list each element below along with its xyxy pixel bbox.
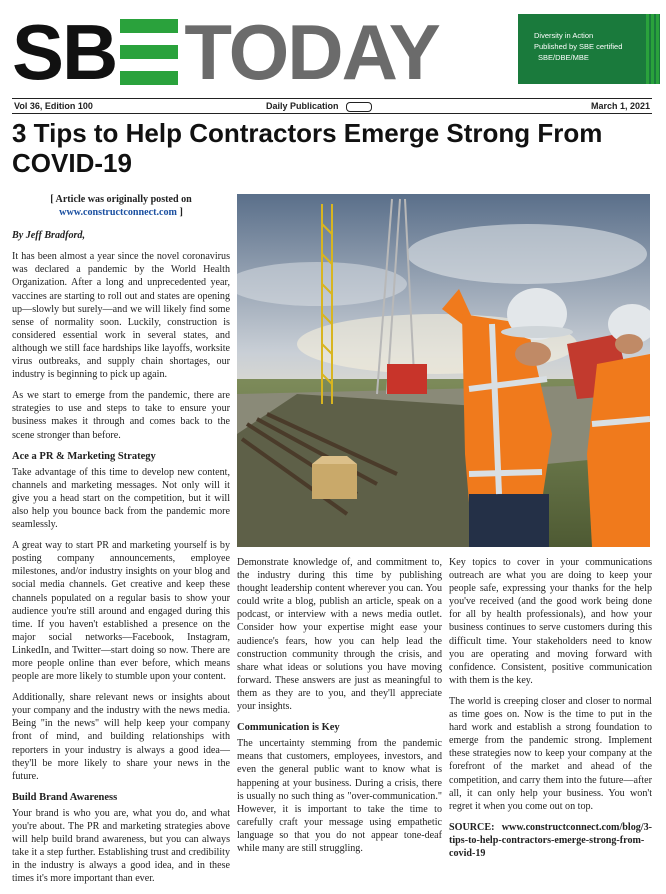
paragraph: The uncertainty stemming from the pandemic means that customers, employees, investors, and even the general public want to know what is happening at your business. During a crisis, there is usually no such thing as "over-communication." However, it is important to take the time to carefully craft your message using empathetic language so that you do not appear tone-deaf while many are still struggling. bbox=[237, 738, 442, 854]
tagline-line-1: Diversity in Action bbox=[534, 31, 594, 40]
volume-edition: Vol 36, Edition 100 bbox=[14, 101, 93, 111]
tagline-box bbox=[518, 14, 660, 84]
source-label: SOURCE: bbox=[449, 821, 495, 833]
logo-sb: SB bbox=[12, 8, 117, 96]
section-heading-pr: Ace a PR & Marketing Strategy bbox=[12, 450, 156, 462]
paragraph: Take advantage of this time to develop new content, channels and marketing messages. Not only will it give you a head start on the competition, but it will also help you bounce back from the pandemic more seamlessly. bbox=[12, 466, 230, 531]
paragraph: Your brand is who you are, what you do, and what you're about. The PR and marketing strategies above will help build brand awareness, but you can always take it a step further. Establishing trust and credibility in the industry is always a good idea, and in these times it's more important than ever. bbox=[12, 807, 230, 885]
paragraph: A great way to start PR and marketing yourself is by posting company announcements, employee milestones, and/or industry insights on your blog and social media channels. Get creative and keep these channels populated on a regular basis to show your audience you're still around and engaged during this time. If you haven't established a presence on the major social networks—Facebook, Instagram, LinkedIn, and Twitter—start doing so now. There are more people online than ever before, which means people are more likely to stumble upon your content. bbox=[12, 540, 230, 683]
paragraph: Additionally, share relevant news or insights about your company and the industry with the news media. Being "in the news" will help keep your company front of mind, and building relationships with reporters in your industry is always a good idea—they'll be more likely to share your news in the future. bbox=[12, 692, 230, 782]
edition-bar bbox=[12, 98, 652, 114]
source-url[interactable]: www.constructconnect.com/blog/3-tips-to-help-contractors-emerge-strong-from-covid-19 bbox=[449, 821, 652, 859]
logo-today: TODAY bbox=[184, 8, 439, 96]
column-2 bbox=[237, 556, 442, 863]
origin-prefix: [ Article was originally posted on bbox=[50, 194, 192, 205]
paragraph: Demonstrate knowledge of, and commitment to, the industry during this time by publishing thought leadership content wherever you can. You could write a blog, publish an article, speak on a podcast, or interview with a news media outlet. Consider how your expertise might ease your audience's fears, how you can help lead the construction community through the crisis, and share what ideas or solutions you have moving forward. These answers are just as meaningful to them as they are to you, and they'll appreciate your insights. bbox=[237, 557, 442, 713]
tagline-line-2: Published by SBE certified bbox=[534, 42, 623, 51]
sbe-today-logo bbox=[12, 8, 439, 96]
origin-note bbox=[12, 193, 230, 219]
paragraph: The world is creeping closer and closer to normal as time goes on. Now is the time to put in the hard work and establish a strong foundation to emerge from the pandemic strong. Implement these strategies now to keep your company at the forefront of the market and ahead of the competition, and carry them into the future—after all, it can only help your business. You won't regret it when you come out on top. bbox=[449, 695, 652, 812]
paragraph: As we start to emerge from the pandemic, there are strategies to use and steps to take to ensure your business makes it through and comes back to the scene stronger than before. bbox=[12, 390, 230, 441]
column-3 bbox=[449, 556, 652, 868]
paragraph: Key topics to cover in your communications outreach are what you are doing to keep your people safe, expressing your thanks for the help you've received (and the good work being done for all by health professionals), and how your business continues to serve customers during this difficult time. Your stakeholders need to know you are operating and moving forward with confidence. Consistent, positive communication with them is the key. bbox=[449, 557, 652, 686]
section-heading-brand: Build Brand Awareness bbox=[12, 791, 118, 803]
origin-suffix: ] bbox=[179, 207, 183, 219]
byline: By Jeff Bradford, bbox=[12, 230, 85, 242]
source-citation bbox=[449, 821, 652, 860]
column-1 bbox=[12, 193, 230, 894]
tagline-line-3: SBE/DBE/MBE bbox=[538, 53, 589, 62]
masthead bbox=[0, 0, 666, 96]
article-photo bbox=[237, 194, 650, 547]
stripes-decoration bbox=[646, 14, 660, 84]
issue-date: March 1, 2021 bbox=[590, 101, 650, 111]
paragraph: It has been almost a year since the novel coronavirus was declared a pandemic by the World Health Organization. After a long and unprecedented year, vaccines are starting to roll out and states are opening up—slowly but surely—and we will likely find some sense of normality soon. Luckily, construction is considered essential work in several states, and although we still face hardships like layoffs, worksite virus outbreaks, and supply chain shortages, our industry is beginning to pick up again. bbox=[12, 251, 230, 381]
construction-workers-image bbox=[237, 194, 650, 547]
section-heading-communication: Communication is Key bbox=[237, 722, 340, 734]
article-title: 3 Tips to Help Contractors Emerge Strong From COVID-19 bbox=[12, 118, 603, 178]
origin-link[interactable]: www.constructconnect.com bbox=[59, 207, 177, 219]
publication-tag-icon bbox=[346, 102, 372, 112]
logo-e-mark bbox=[120, 19, 178, 85]
publication-type: Daily Publication bbox=[266, 101, 339, 111]
